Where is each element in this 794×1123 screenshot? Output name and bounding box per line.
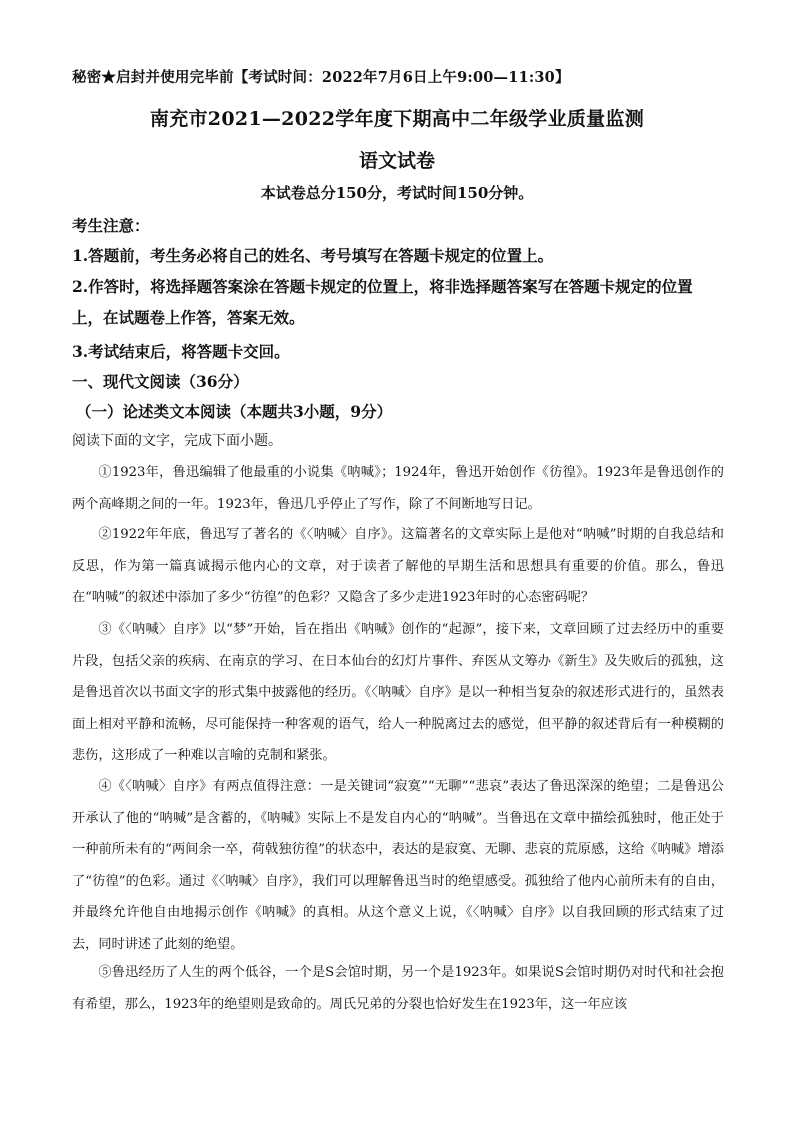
exam-title: 南充市2021—2022学年度下期高中二年级学业质量监测	[149, 108, 645, 130]
reading-instruction: 阅读下面的文字，完成下面小题。	[72, 433, 282, 449]
subsection-heading: （一）论述类文本阅读（本题共3小题，9分）	[76, 402, 393, 421]
notice-item-1: 1.答题前，考生务必将自己的姓名、考号填写在答题卡规定的位置上。	[72, 246, 554, 265]
article-paragraph-1: ①1923年，鲁迅编辑了他最重的小说集《呐喊》；1924年，鲁迅开始创作《彷徨》。1923年是鲁迅创作的两个高峰期之间的一年。1923年，鲁迅几乎停止了写作，除了不间断地写日记。	[72, 465, 724, 512]
article-paragraph-5: ⑤鲁迅经历了人生的两个低谷，一个是S会馆时期，另一个是1923年。如果说S会馆时期仍对时代和社会抱有希望，那么，1923年的绝望则是致命的。周氏兄弟的分裂也恰好发生在1923年，这一年应该	[72, 965, 724, 1012]
confidential-notice: 秘密★启封并使用完毕前【考试时间：2022年7月6日上午9:00—11:30】	[72, 69, 570, 86]
article-paragraph-2: ②1922年年底，鲁迅写了著名的《〈呐喊〉自序》。这篇著名的文章实际上是他对“呐喊”时期的自我总结和反思，作为第一篇真诚揭示他内心的文章，对于读者了解他的早期生活和思想具有重要的价值。那么，鲁迅在“呐喊”的叙述中添加了多少“彷徨”的色彩？又隐含了多少走进1923年时的心态密码呢？	[72, 527, 724, 605]
notice-item-3: 3.考试结束后，将答题卡交回。	[72, 342, 290, 361]
score-time-info: 本试卷总分150分，考试时间150分钟。	[260, 184, 534, 202]
notice-item-2-line2: 上，在试题卷上作答，答案无效。	[72, 308, 305, 327]
section-heading: 一、现代文阅读（36分）	[72, 372, 249, 391]
article-paragraph-3: ③《〈呐喊〉自序》以“梦”开始，旨在指出《呐喊》创作的“起源”，接下来，文章回顾了过去经历中的重要片段，包括父亲的疾病、在南京的学习、在日本仙台的幻灯片事件、弃医从文筹办《新生》及失败后的孤独，这是鲁迅首次以书面文字的形式集中披露他的经历。《〈呐喊〉自序》是以一种相当复杂的叙述形式进行的，虽然表面上相对平静和流畅，尽可能保持一种客观的语气，给人一种脱离过去的感觉，但平静的叙述背后有一种模糊的悲伤，这形成了一种难以言喻的克制和紧张。	[72, 622, 724, 763]
notice-item-2-line1: 2.作答时，将选择题答案涂在答题卡规定的位置上，将非选择题答案写在答题卡规定的位置	[72, 277, 693, 296]
subject-title: 语文试卷	[358, 150, 435, 172]
article-paragraph-4: ④《〈呐喊〉自序》有两点值得注意：一是关键词“寂寞”“无聊”“悲哀”表达了鲁迅深深的绝望；二是鲁迅公开承认了他的“呐喊”是含蓄的，《呐喊》实际上不是发自内心的“呐喊”。当鲁迅在文章中描绘孤独时，他正处于一种前所未有的“两间余一卒，荷戟独彷徨”的状态中，表达的是寂寞、无聊、悲哀的荒原感，这给《呐喊》增添了“彷徨”的色彩。通过《〈呐喊〉自序》，我们可以理解鲁迅当时的绝望感受。孤独给了他内心前所未有的自由，并最终允许他自由地揭示创作《呐喊》的真相。从这个意义上说，《〈呐喊〉自序》以自我回顾的形式结束了过去，同时讲述了此刻的绝望。	[72, 779, 724, 952]
notice-heading: 考生注意：	[72, 216, 150, 235]
